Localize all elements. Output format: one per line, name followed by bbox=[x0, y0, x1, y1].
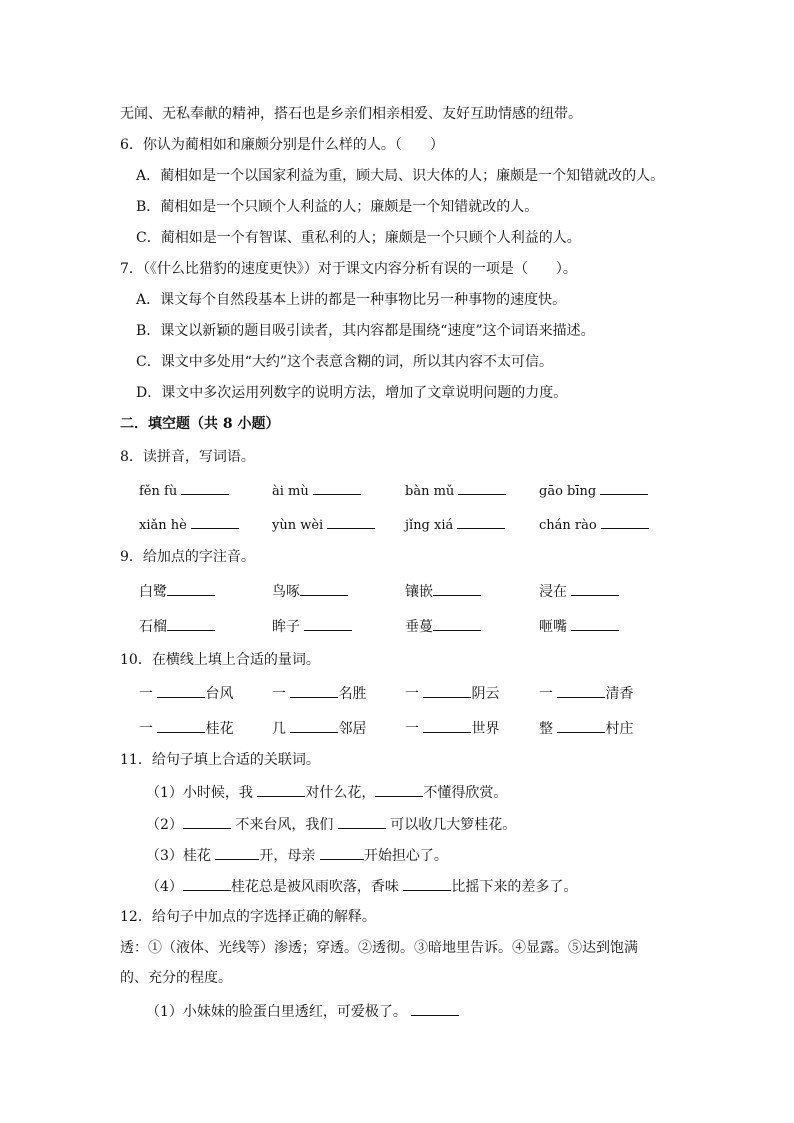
pinyin-item: ài mù bbox=[272, 480, 361, 502]
pinyin-item: gāo bīng bbox=[539, 480, 648, 502]
answer-blank[interactable] bbox=[601, 514, 649, 529]
pronounce-item: 浸在 bbox=[539, 581, 619, 602]
option-6b: B．蔺相如是一个只顾个人利益的人；廉颇是一个知错就改的人。 bbox=[136, 199, 539, 215]
measure-item: 一 桂花 bbox=[139, 718, 233, 739]
measure-word-row bbox=[0, 683, 794, 705]
answer-blank[interactable] bbox=[571, 581, 619, 596]
measure-item: 整 村庄 bbox=[539, 718, 633, 739]
sentence-item: （3）桂花 开，母亲 开始担心了。 bbox=[146, 845, 448, 866]
answer-blank[interactable] bbox=[557, 718, 605, 733]
pinyin-row bbox=[0, 514, 794, 536]
pinyin-item: xiǎn hè bbox=[139, 514, 239, 536]
answer-blank[interactable] bbox=[458, 480, 506, 495]
answer-blank[interactable] bbox=[167, 616, 215, 631]
answer-blank[interactable] bbox=[181, 480, 229, 495]
text-line: 无闻、无私奉献的精神，搭石也是乡亲们相亲相爱、友好互助情感的纽带。 bbox=[120, 106, 582, 122]
sentence-item: （4） 桂花总是被风雨吹落，香味 比摇下来的差多了。 bbox=[146, 876, 577, 897]
pinyin-item: chán rào bbox=[539, 514, 649, 536]
answer-blank[interactable] bbox=[257, 782, 305, 797]
pronounce-item: 鸟啄 bbox=[272, 581, 348, 602]
answer-blank[interactable] bbox=[457, 514, 505, 529]
measure-item: 一 清香 bbox=[539, 683, 633, 704]
answer-blank[interactable] bbox=[338, 814, 386, 829]
answer-blank[interactable] bbox=[290, 718, 338, 733]
pinyin-item: jǐng xiá bbox=[405, 514, 505, 536]
answer-blank[interactable] bbox=[167, 581, 215, 596]
option-6c: C．蔺相如是一个有智谋、重私利的人；廉颇是一个只顾个人利益的人。 bbox=[136, 230, 581, 246]
answer-blank[interactable] bbox=[300, 581, 348, 596]
answer-blank[interactable] bbox=[191, 514, 239, 529]
measure-item: 一 阴云 bbox=[405, 683, 499, 704]
definition-line: 的、充分的程度。 bbox=[120, 970, 232, 986]
measure-item: 一 名胜 bbox=[272, 683, 366, 704]
answer-blank[interactable] bbox=[157, 683, 205, 698]
pronounce-item: 镶嵌 bbox=[405, 581, 481, 602]
pronounce-item: 白鹭 bbox=[139, 581, 215, 602]
answer-blank[interactable] bbox=[320, 845, 364, 860]
answer-blank[interactable] bbox=[375, 782, 423, 797]
pinyin-item: yùn wèi bbox=[272, 514, 375, 536]
question-12: 12．给句子中加点的字选择正确的解释。 bbox=[120, 909, 376, 925]
sentence-item: （2） 不来台风，我们 可以收几大箩桂花。 bbox=[146, 814, 516, 835]
answer-blank[interactable] bbox=[313, 480, 361, 495]
question-9: 9．给加点的字注音。 bbox=[120, 549, 255, 565]
answer-blank[interactable] bbox=[423, 718, 471, 733]
answer-blank[interactable] bbox=[215, 845, 259, 860]
answer-blank[interactable] bbox=[183, 814, 231, 829]
question-11: 11．给句子填上合适的关联词。 bbox=[120, 752, 320, 768]
pronounce-item: 眸子 bbox=[272, 616, 352, 637]
pronounce-row bbox=[0, 616, 794, 638]
pinyin-item: bàn mǔ bbox=[405, 480, 506, 502]
answer-blank[interactable] bbox=[304, 616, 352, 631]
pronounce-row bbox=[0, 581, 794, 603]
measure-item: 一 世界 bbox=[405, 718, 499, 739]
answer-blank[interactable] bbox=[557, 683, 605, 698]
pronounce-item: 石榴 bbox=[139, 616, 215, 637]
answer-blank[interactable] bbox=[403, 876, 451, 891]
answer-blank[interactable] bbox=[290, 683, 338, 698]
question-8: 8．读拼音，写词语。 bbox=[120, 449, 255, 465]
sentence-item: （1）小妹妹的脸蛋白里透红，可爱极了。 bbox=[146, 1001, 459, 1022]
answer-blank[interactable] bbox=[571, 616, 619, 631]
option-6a: A．蔺相如是一个以国家利益为重，顾大局、识大体的人；廉颇是一个知错就改的人。 bbox=[136, 168, 665, 184]
measure-item: 一 台风 bbox=[139, 683, 233, 704]
option-7b: B．课文以新颖的题目吸引读者，其内容都是围绕“速度”这个词语来描述。 bbox=[136, 323, 595, 339]
answer-blank[interactable] bbox=[433, 581, 481, 596]
answer-blank[interactable] bbox=[600, 480, 648, 495]
pinyin-item: fěn fù bbox=[139, 480, 229, 502]
pinyin-row bbox=[0, 480, 794, 502]
measure-item: 几 邻居 bbox=[272, 718, 366, 739]
answer-blank[interactable] bbox=[433, 616, 481, 631]
section-heading: 二．填空题（共 8 小题） bbox=[120, 416, 280, 432]
answer-blank[interactable] bbox=[411, 1001, 459, 1016]
pronounce-item: 垂蔓 bbox=[405, 616, 481, 637]
option-7a: A．课文每个自然段基本上讲的都是一种事物比另一种事物的速度快。 bbox=[136, 292, 567, 308]
definition-line: 透：①（液体、光线等）渗透；穿透。②透彻。③暗地里告诉。④显露。⑤达到饱满 bbox=[120, 940, 638, 956]
answer-blank[interactable] bbox=[157, 718, 205, 733]
measure-word-row bbox=[0, 718, 794, 740]
question-6: 6．你认为蔺相如和廉颇分别是什么样的人。（ ） bbox=[120, 137, 444, 153]
answer-blank[interactable] bbox=[327, 514, 375, 529]
question-7: 7．（《什么比猎豹的速度更快》）对于课文内容分析有误的一项是（ ）。 bbox=[120, 261, 577, 277]
question-10: 10．在横线上填上合适的量词。 bbox=[120, 652, 320, 668]
sentence-item: （1）小时候，我 对什么花， 不懂得欣赏。 bbox=[146, 782, 507, 803]
option-7d: D．课文中多次运用列数字的说明方法，增加了文章说明问题的力度。 bbox=[136, 385, 568, 401]
answer-blank[interactable] bbox=[423, 683, 471, 698]
option-7c: C．课文中多处用“大约”这个表意含糊的词，所以其内容不太可信。 bbox=[136, 354, 554, 370]
answer-blank[interactable] bbox=[183, 876, 231, 891]
pronounce-item: 咂嘴 bbox=[539, 616, 619, 637]
